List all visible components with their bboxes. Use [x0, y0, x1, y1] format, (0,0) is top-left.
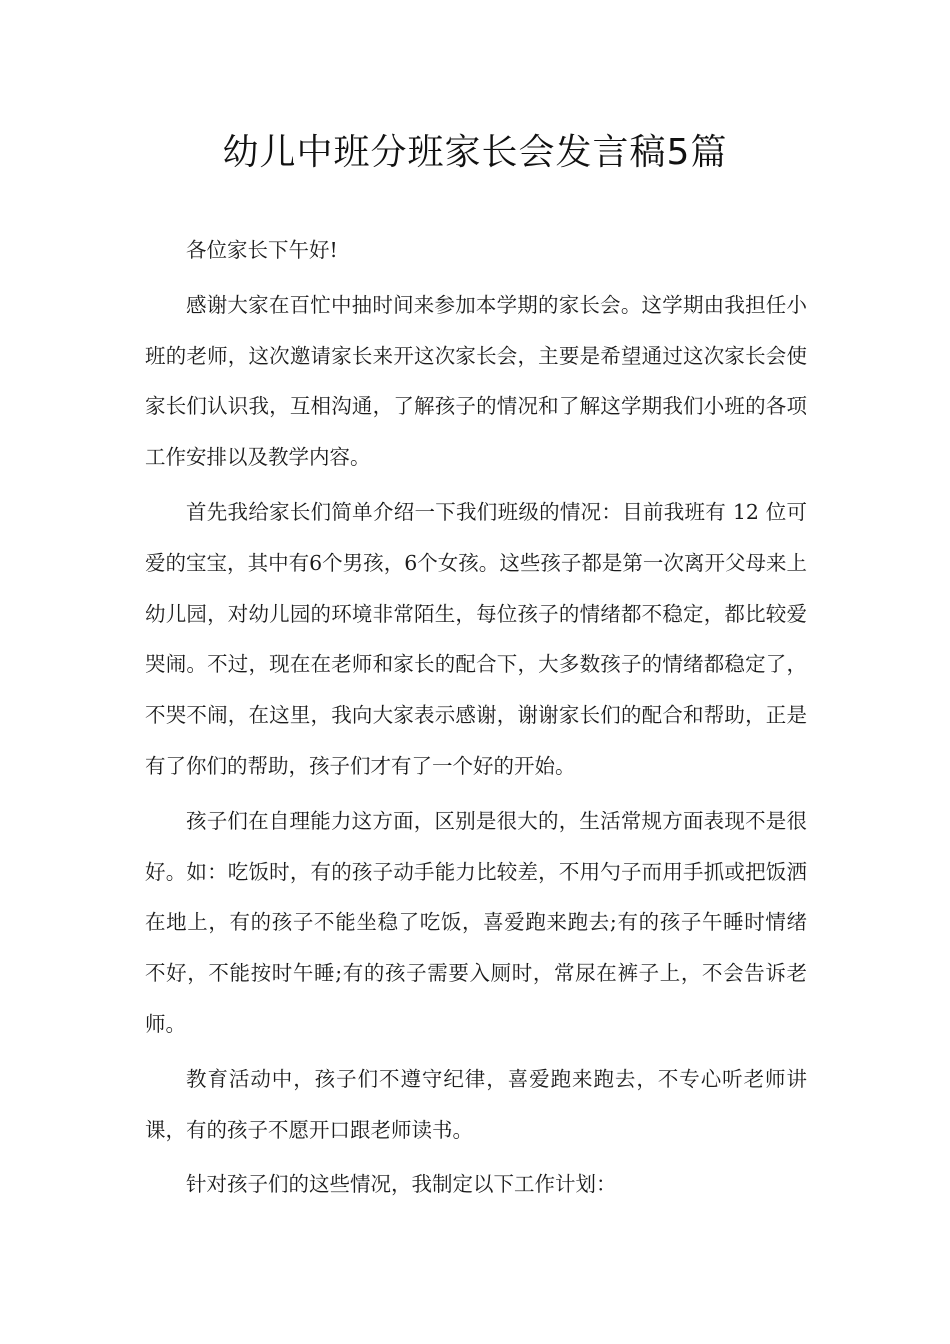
education-activity-paragraph: 教育活动中，孩子们不遵守纪律，喜爱跑来跑去，不专心听老师讲课，有的孩子不愿开口跟老师读书。: [145, 1066, 807, 1142]
intro-paragraph: 感谢大家在百忙中抽时间来参加本学期的家长会。这学期由我担任小班的老师，这次邀请家长来开这次家长会，主要是希望通过这次家长会使家长们认识我，互相沟通，了解孩子的情况和了解这学期我们小班的各项工作安排以及教学内容。: [145, 292, 807, 470]
document-body: [145, 225, 807, 1214]
work-plan-paragraph: 针对孩子们的这些情况，我制定以下工作计划：: [186, 1172, 617, 1197]
self-care-paragraph: 孩子们在自理能力这方面，区别是很大的，生活常规方面表现不是很好。如：吃饭时，有的孩子动手能力比较差，不用勺子而用手抓或把饭洒在地上，有的孩子不能坐稳了吃饭，喜爱跑来跑去;有的孩子午睡时情绪不好，不能按时午睡;有的孩子需要入厕时，常尿在裤子上，不会告诉老师。: [145, 808, 807, 1036]
class-overview-paragraph: 首先我给家长们简单介绍一下我们班级的情况：目前我班有 12 位可爱的宝宝，其中有6个男孩，6个女孩。这些孩子都是第一次离开父母来上幼儿园，对幼儿园的环境非常陌生，每位孩子的情绪都不稳定，都比较爱哭闹。不过，现在在老师和家长的配合下，大多数孩子的情绪都稳定了，不哭不闹，在这里，我向大家表示感谢，谢谢家长们的配合和帮助，正是有了你们的帮助，孩子们才有了一个好的开始。: [145, 499, 807, 778]
greeting-paragraph: 各位家长下午好!: [186, 238, 338, 262]
document-title: 幼儿中班分班家长会发言稿5篇: [222, 132, 728, 173]
